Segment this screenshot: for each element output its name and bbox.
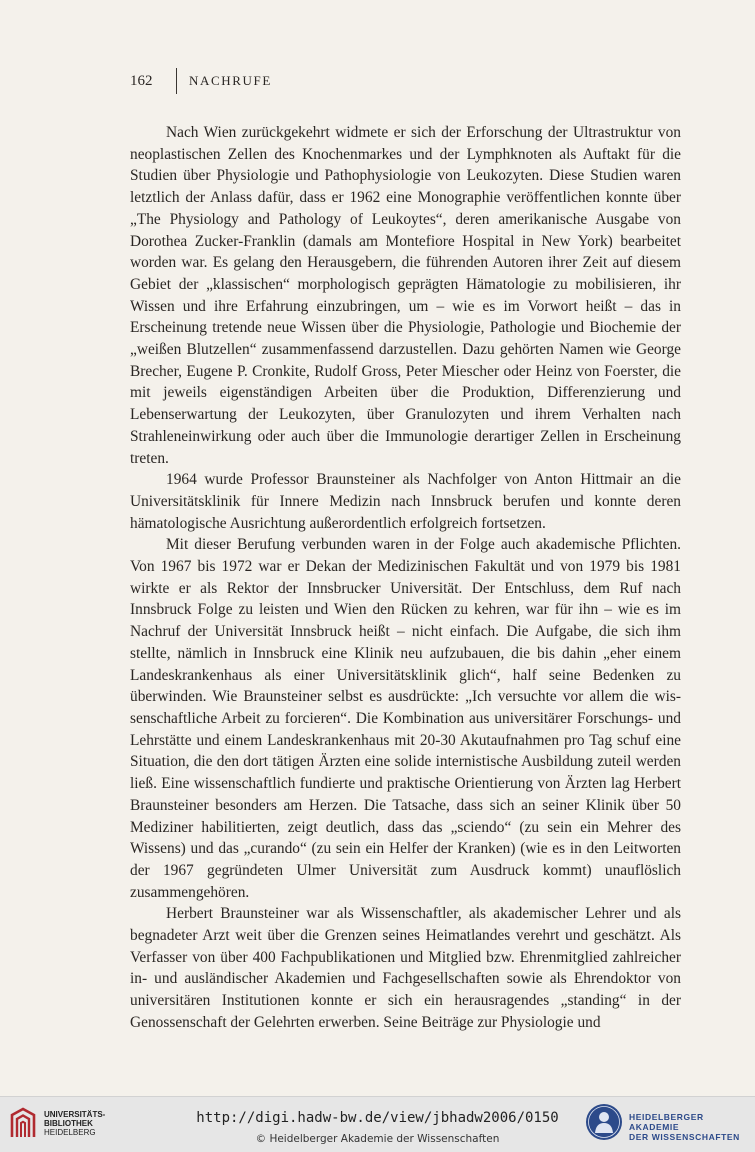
- paragraph-3: Mit dieser Berufung verbunden waren in der Folge auch akademische Pflichten. Von 1967 bis 1972 war er Dekan der Medizinischen Fakultät und von 1979 bis 1981 wirkte er als Rektor der Innsbrucker Universität. Der Entschluss, dem Ruf nach Innsbruck Folge zu leisten und Wien den Rücken zu kehren, war für ihn – wie es im Nachruf der Universität Innsbruck heißt – nicht einfach. Die Aufgabe, die sich ihm stellte, nämlich in Innsbruck eine Klinik neu aufzubauen, die bis dahin „eher einem Landeskrankenhaus als einer Universitätsklinik glich“, half seine Bedenken zu überwinden. Wie Braunsteiner selbst es ausdrückte: „Ich versuchte vor allem die wissenschaftliche Arbeit zu forcieren“. Die Kombination aus universitärer Forschungs- und Lehrstätte und einem Landeskrankenhaus mit 20-30 Akutaufnahmen pro Tag schuf eine Situation, die den dort tätigen Ärzten eine solide internistische Ausbildung zuteil werden ließ. Eine wissenschaftlich fundierte und praktische Orientierung von Ärzten lag Herbert Braunsteiner besonders am Herzen. Die Tatsache, dass sich an seiner Klinik über 50 Mediziner habilitierten, zeigt deutlich, dass das „sciendo“ (zu sein ein Mehrer des Wissens) und das „curando“ (zu sein ein Helfer der Kranken) (wie es in den Leitworten der 1967 gegründeten Ulmer Universität zum Ausdruck kommt) unauflöslich zusammengehören.: [130, 536, 681, 901]
- paragraph-1: Nach Wien zurückgekehrt widmete er sich der Erforschung der Ultrastruktur von neoplastischen Zellen des Knochenmarkes und der Lymphknoten als Auftakt für die Studien über Physiologie und Pathophysiologie von Leukozyten. Diese Studien waren letztlich der Anlass dafür, dass er 1962 eine Monographie veröffentlichen konnte über „The Physiology and Pathology of Leukoytes“, deren amerikanische Ausgabe von Dorothea Zucker-Franklin (damals am Montefiore Hospital in New York) bearbeitet worden war. Es gelang den Herausgebern, die führenden Autoren ihrer Zeit auf diesem Gebiet der „klassischen“ morphologisch geprägten Hämatologie zu mobilisieren, ihr Wissen und ihre Erfahrung einzubringen, um – wie es im Vorwort heißt – das in Erscheinung tretende neue Wissen über die Physiologie, Pathologie und Biochemie der „weißen Blutzellen“ zusammenfassend darzustellen. Dazu gehörten Namen wie George Brecher, Eugene P. Cronkite, Rudolf Gross, Peter Miescher oder Heinz von Foerster, die mit jeweils eigenständigen Arbeiten über die Produktion, Differenzierung und Lebenserwartung der Leukozyten, über Granulozyten und ihrem Verhalten nach Strahleneinwirkung oder auch über die Immunologie derartiger Zellen in Erscheinung treten.: [130, 124, 681, 467]
- academy-seal-icon: [585, 1103, 623, 1141]
- library-name-line: HEIDELBERG: [44, 1128, 96, 1137]
- page-number: 162: [130, 72, 153, 89]
- library-name-line: UNIVERSITÄTS-: [44, 1110, 106, 1119]
- section-title: NACHRUFE: [189, 73, 272, 88]
- header-divider: [176, 68, 177, 94]
- paragraph-2: 1964 wurde Professor Braunsteiner als Nachfolger von Anton Hittmair an die Universitätsklinik für Innere Medizin nach Innsbruck berufen und konnte deren hämatologische Ausrichtung außerordentlich erfolgreich fortsetzen.: [130, 471, 681, 532]
- paragraph-4: Herbert Braunsteiner war als Wissenschaftler, als akademischer Lehrer und als begnadeter Arzt weit über die Grenzen seines Heimatlandes verehrt und geschätzt. Als Verfasser von über 400 Fachpublikationen und Mitglied bzw. Ehrenmitglied zahlreicher in- und ausländischer Akademien und Fachgesellschaften sowie als Ehrendoktor von universitären Institutionen konnte er sich ein herausragendes „standing“ in der Genossenschaft der Gelehrten erwerben. Seine Beiträge zur Physiologie und: [130, 905, 681, 1031]
- academy-name-line: DER WISSENSCHAFTEN: [629, 1132, 740, 1142]
- permalink-url[interactable]: http://digi.hadw-bw.de/view/jbhadw2006/0150: [196, 1110, 559, 1126]
- viewer-footer: [0, 1096, 755, 1152]
- running-head: [130, 70, 272, 92]
- academy-name: [629, 1112, 755, 1142]
- body-text: [130, 122, 681, 1034]
- copyright-notice: © Heidelberger Akademie der Wissenschaften: [255, 1133, 500, 1145]
- library-name-line: BIBLIOTHEK: [44, 1119, 93, 1128]
- academy-name-line: HEIDELBERGER AKADEMIE: [629, 1112, 704, 1132]
